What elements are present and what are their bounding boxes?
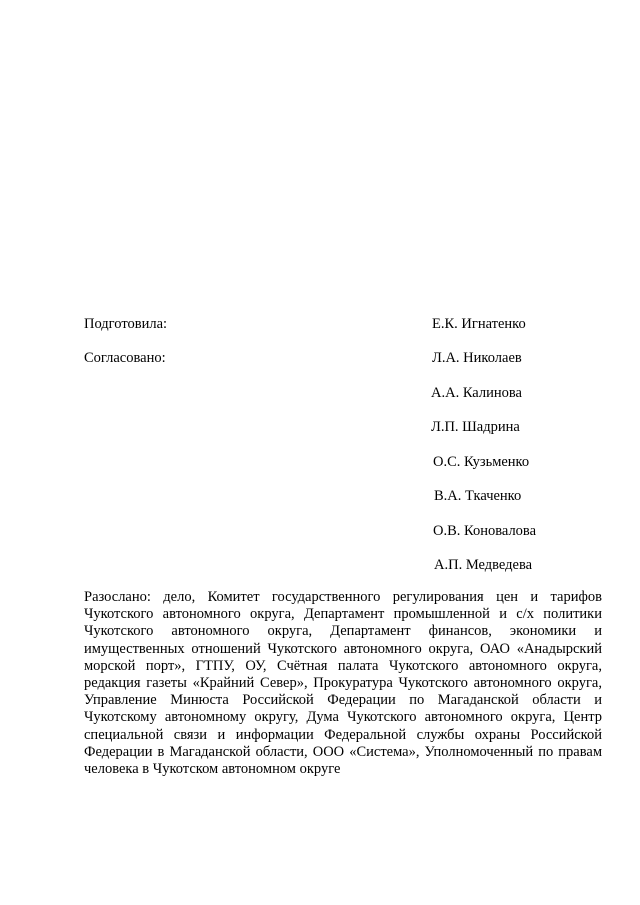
agreed-name: А.П. Медведева [434, 557, 533, 573]
agreed-name: Л.П. Шадрина [431, 419, 520, 435]
prepared-label: Подготовила: [84, 316, 168, 332]
agreed-label: Согласовано: [84, 350, 166, 366]
agreed-name: А.А. Калинова [431, 385, 522, 401]
prepared-name: Е.К. Игнатенко [432, 316, 526, 332]
agreed-name: Л.А. Николаев [432, 350, 522, 366]
distribution-list: Разослано: дело, Комитет государственного регулирования цен и тарифов Чукотского автономного округа, Департамент промышленной и с/х политики Чукотского автономного округа, Департамент финансов, экономики и имущественных отношений Чукотского автономного округа, ОАО «Анадырский морской порт», ГТПУ, ОУ, Счётная палата Чукотского автономного округа, редакция газеты «Крайний Север», Прокуратура Чукотского автономного округа, Управление Минюста Российской Федерации по Магаданской области и Чукотскому автономному округу, Дума Чукотского автономного округа, Центр специальной связи и информации Федеральной службы охраны Российской Федерации в Магаданской области, ООО «Система», Уполномоченный по правам человека в Чукотском автономном округе [84, 589, 602, 778]
agreed-name: О.С. Кузьменко [433, 454, 530, 470]
agreed-name: В.А. Ткаченко [434, 488, 522, 504]
agreed-name: О.В. Коновалова [433, 523, 537, 539]
